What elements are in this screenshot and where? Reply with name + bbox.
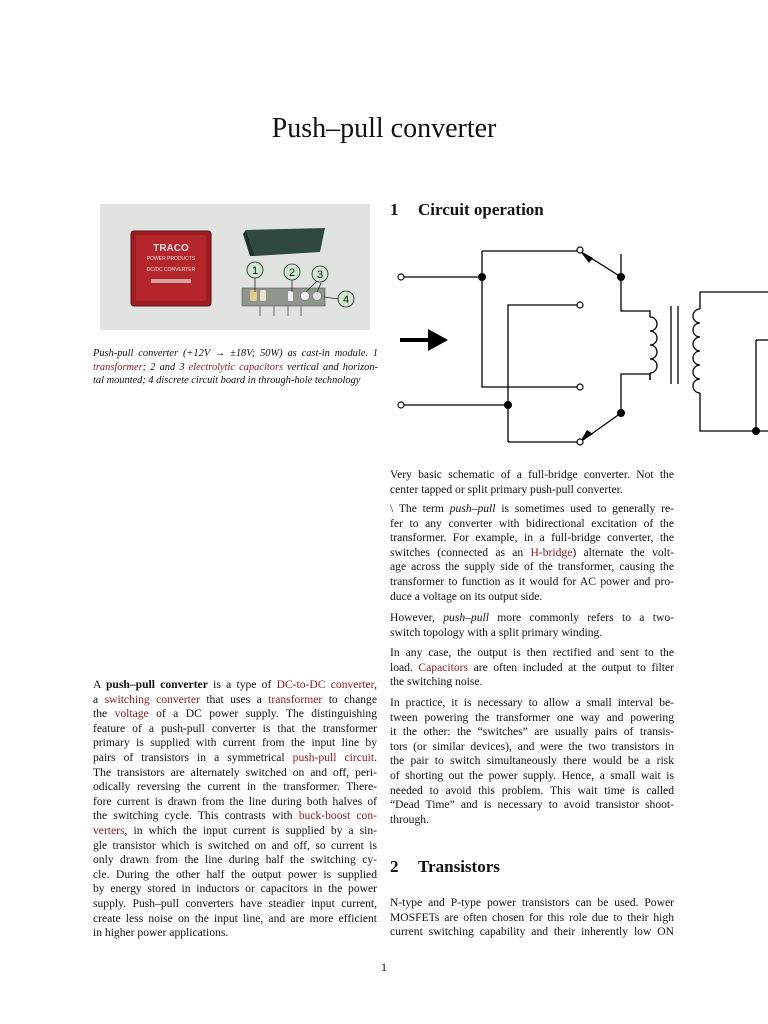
- traco-module: [131, 231, 211, 306]
- paragraph-dead-time: In practice, it is necessary to allow a small interval be- tween powering the transformer one way and powering it the other: the “switches” are usually pairs of transis- tors (or similar devices), and were the two transistors in the pair to switch simultaneously there would be a risk of shorting out the power supply. Hence, a small wait is needed to avoid this problem. This wait time is called “Dead Time” and is necessary to avoid transistor shoot- through.: [390, 696, 674, 826]
- link-dc-to-dc[interactable]: DC-to-DC converter: [276, 678, 375, 691]
- brand-text: TRACO: [153, 243, 189, 254]
- paragraph-rectified: In any case, the output is then rectified and sent to the load. Capacitors are often included at the output to filter the switching noise.: [390, 646, 675, 689]
- link-voltage[interactable]: voltage: [114, 707, 149, 721]
- subbrand-text: POWER PRODUCTS: [146, 256, 196, 262]
- paragraph-two-switch: However, push–pull more commonly refers to a two- switch topology with a split primary winding.: [390, 611, 674, 639]
- link-transformer[interactable]: transformer: [268, 692, 323, 706]
- callout-3: 3: [316, 269, 324, 281]
- paragraph-transistors: N-type and P-type power transistors can be used. Power MOSFETs are often chosen for this role due to their high current switching capability and their inherently low ON: [390, 896, 674, 939]
- link-buck-boost[interactable]: buck-boost con-: [298, 809, 377, 823]
- photo-caption: Push-pull converter (+12V → ±18V; 50W) as cast-in module. 1 transformer; 2 and 3 electrolytic capacitors vertical and horizon- tal mounted; 4 discrete circuit board in through-hole technology: [93, 348, 378, 387]
- section-2-heading: 2 Transistors: [390, 857, 500, 876]
- module-text: DC/DC CONVERTER: [146, 267, 196, 273]
- caption-link-transformer[interactable]: transformer: [93, 361, 143, 373]
- section-1-heading: 1 Circuit operation: [390, 200, 544, 219]
- full-bridge-schematic: [388, 234, 768, 460]
- schematic-caption: Very basic schematic of a full-bridge converter. Not the center tapped or split primary push-pull converter.: [390, 468, 674, 496]
- paragraph-push-pull-term: \ The term push–pull is sometimes used to generally re- fer to any converter with bidirectional excitation of the transformer. For example, in a full-bridge converter, the switches (connected as an H-bridge) alternate the volt- age across the supply side of the transformer, causing the transformer to function as it would for AC power and pro- duce a voltage on its output side.: [390, 502, 675, 603]
- link-h-bridge[interactable]: H-bridge: [530, 545, 573, 559]
- callout-2: 2: [288, 267, 296, 279]
- callout-4: 4: [342, 294, 350, 306]
- callout-1: 1: [251, 265, 259, 277]
- link-push-pull-circuit[interactable]: push-pull circuit: [292, 750, 375, 764]
- caption-link-capacitors[interactable]: electrolytic capacitors: [188, 361, 284, 373]
- converter-photo: [100, 204, 370, 330]
- page-title: Push–pull converter: [271, 113, 497, 144]
- page-number: 1: [381, 960, 387, 974]
- link-switching-converter[interactable]: switching converter: [104, 692, 200, 706]
- intro-paragraph: A push–pull converter is a type of DC-to-DC converter, a switching converter that uses a transformer to change the voltage of a DC power supply. The distinguishing feature of a push-pull converter is that the transformer primary is supplied with current from the input line by pairs of transistors in a symmetrical push-pull circuit. The transistors are alternately switched on and off, peri- odically reversing the current in the transformer. There- fore current is drawn from the line during both halves of the switching cycle. This contrasts with buck-boost con- verters, in which the input current is supplied by a sin- gle transistor which is switched on and off, so current is only drawn from the line during half the switching cy- cle. During the other half the output power is supplied by energy stored in inductors or capacitors in the power supply. Push–pull converters have steadier input current, create less noise on the input line, and are more efficient in higher power applications.: [93, 678, 378, 940]
- link-buck-boost-cont[interactable]: verters: [93, 823, 125, 837]
- link-capacitors[interactable]: Capacitors: [418, 660, 469, 674]
